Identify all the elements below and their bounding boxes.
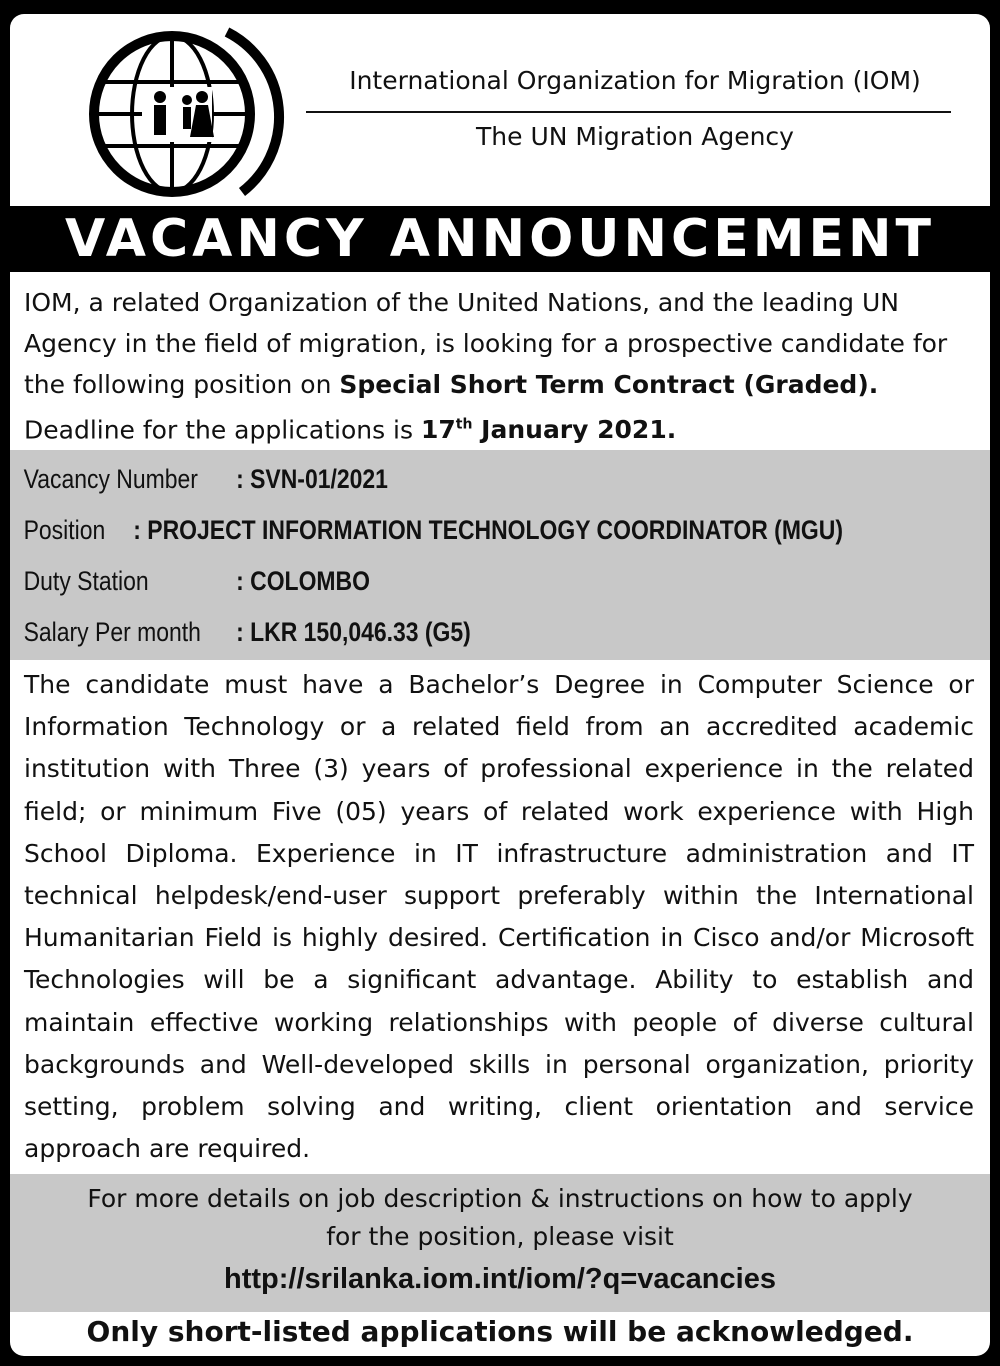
footer-info [10, 1174, 990, 1312]
detail-value: : PROJECT INFORMATION TECHNOLOGY COORDINATOR (MGU) [133, 515, 843, 545]
detail-row [10, 505, 843, 556]
closing-note: Only short-listed applications will be acknowledged. [86, 1315, 914, 1348]
detail-label: Duty Station [23, 566, 149, 596]
intro-text-2: Deadline for the applications is [24, 415, 421, 445]
detail-value: : LKR 150,046.33 (G5) [236, 617, 471, 647]
detail-row [10, 454, 843, 505]
footer-line: For more details on job description & instructions on how to apply [87, 1184, 913, 1213]
iom-logo [72, 22, 292, 202]
detail-row [10, 556, 843, 607]
deadline: 17th January 2021. [420, 415, 677, 445]
detail-row [10, 607, 843, 658]
footer-line: for the position, please visit [326, 1222, 674, 1251]
details-table [10, 450, 990, 660]
intro-text: IOM, a related Organization of the United Nations, and the leading UN Agency in the field of migration, is looking for a prospective candidate for the following position on [24, 288, 948, 399]
vacancy-ad [10, 14, 990, 1356]
detail-label: Vacancy Number [23, 464, 198, 494]
detail-value: : SVN-01/2021 [236, 464, 388, 494]
vacancies-link[interactable]: http://srilanka.iom.int/iom/?q=vacancies [224, 1263, 776, 1295]
divider [306, 111, 951, 113]
requirements-paragraph: The candidate must have a Bachelor’s Degree in Computer Science or Information Technology or a related field from an accredited academic institution with Three (3) years of professional experience in the related field; or minimum Five (05) years of related work experience with High School Diploma. Experience in IT infrastructure administration and IT technical helpdesk/end-user support preferably within the International Humanitarian Field is highly desired. Certification in Cisco and/or Microsoft Technologies will be a significant advantage. Ability to establish and maintain effective working relationships with people of diverse cultural backgrounds and Well-developed skills in personal organization, priority setting, problem solving and writing, client orientation and service approach are required. [24, 670, 974, 1164]
detail-value: : COLOMBO [236, 566, 370, 596]
org-name: International Organization for Migration (IOM) [349, 66, 921, 95]
intro-paragraph [24, 282, 974, 450]
detail-label: Position [23, 515, 106, 545]
contract-type: Special Short Term Contract (Graded). [339, 370, 879, 399]
tagline: The UN Migration Agency [476, 122, 794, 151]
detail-label: Salary Per month [23, 617, 201, 647]
banner-title: VACANCY ANNOUNCEMENT [10, 206, 990, 272]
